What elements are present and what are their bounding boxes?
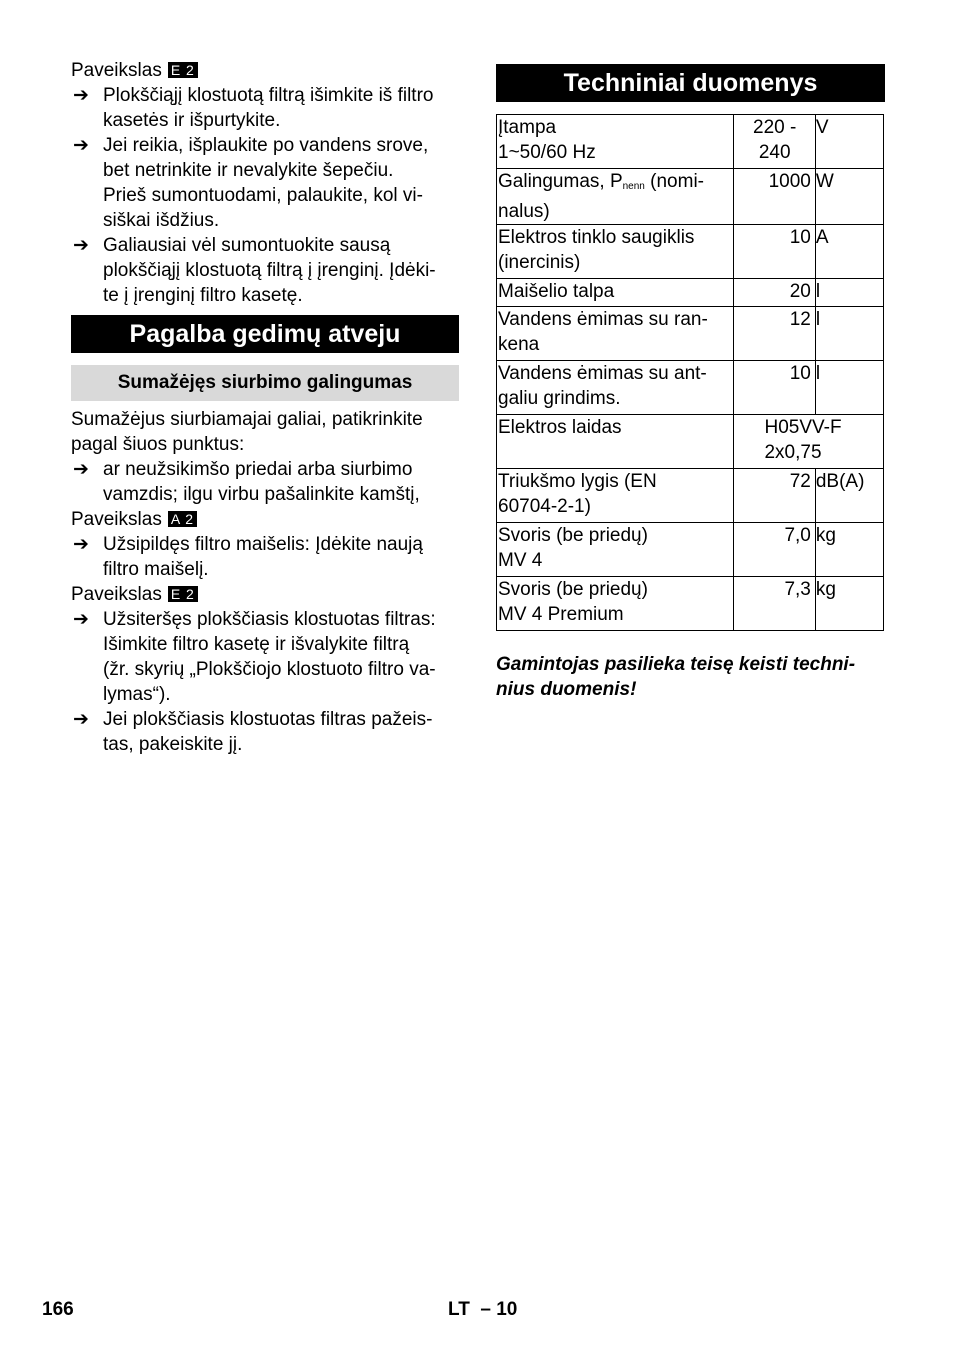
spec-value: 20 bbox=[734, 279, 815, 307]
instruction-step: ➔ ar neužsikimšo priedai arba siurbimo vamzdis; ilgu virbu pašalinkite kamštį, bbox=[73, 459, 420, 505]
arrow-right-icon: ➔ bbox=[73, 709, 89, 730]
spec-unit: W bbox=[815, 169, 883, 225]
instruction-step: ➔ Užsipildęs filtro maišelis: Įdėkite naują filtro maišelį. bbox=[73, 534, 423, 580]
instruction-step: ➔ Jei plokščiasis klostuotas filtras pažeis- tas, pakeiskite jį. bbox=[73, 709, 433, 755]
spec-unit: A bbox=[815, 225, 883, 279]
manufacturer-note: Gamintojas pasilieka teisę keisti techni- nius duomenis! bbox=[496, 654, 856, 700]
instruction-step: ➔ Galiausiai vėl sumontuokite sausą plokščiąjį klostuotą filtrą į įrenginį. Įdėki- te į įrenginį filtro kasetę. bbox=[73, 235, 436, 306]
subsection-heading: Sumažėjęs siurbimo galingumas bbox=[71, 365, 459, 401]
intro-paragraph: Sumažėjus siurbiamajai galiai, patikrinkite pagal šiuos punktus: bbox=[71, 409, 423, 455]
spec-unit: V bbox=[815, 115, 883, 169]
figure-reference: Paveikslas A 2 bbox=[71, 507, 459, 532]
section-heading-technical-data: Techniniai duomenys bbox=[496, 64, 885, 102]
spec-value: 1000 bbox=[734, 169, 815, 225]
left-column bbox=[71, 58, 459, 757]
spec-name: Elektros tinklo saugiklis (inercinis) bbox=[497, 225, 734, 279]
figure-reference: Paveikslas E 2 bbox=[71, 582, 459, 607]
figure-badge: E 2 bbox=[168, 62, 198, 78]
instruction-step: ➔ Jei reikia, išplaukite po vandens srove, bet netrinkite ir nevalykite šepečiu. Prieš sumontuodami, palaukite, kol vi- siškai išdžius. bbox=[73, 135, 429, 231]
right-column bbox=[496, 58, 885, 702]
spec-value: 10 bbox=[734, 361, 815, 415]
spec-name: Triukšmo lygis (EN 60704-2-1) bbox=[497, 469, 734, 523]
arrow-right-icon: ➔ bbox=[73, 609, 89, 630]
spec-unit: l bbox=[815, 279, 883, 307]
spec-unit: dB(A) bbox=[815, 469, 883, 523]
spec-name: Svoris (be priedų) MV 4 bbox=[497, 523, 734, 577]
table-row bbox=[497, 169, 884, 225]
spec-value: 72 bbox=[734, 469, 815, 523]
spec-unit: kg bbox=[815, 523, 883, 577]
spec-value: 10 bbox=[734, 225, 815, 279]
spec-unit: l bbox=[815, 307, 883, 361]
figure-badge: E 2 bbox=[168, 586, 198, 602]
spec-name: Vandens ėmimas su ran- kena bbox=[497, 307, 734, 361]
spec-name: Vandens ėmimas su ant- galiu grindims. bbox=[497, 361, 734, 415]
arrow-right-icon: ➔ bbox=[73, 459, 89, 480]
spec-name: Svoris (be priedų) MV 4 Premium bbox=[497, 577, 734, 631]
table-row bbox=[497, 225, 884, 279]
arrow-right-icon: ➔ bbox=[73, 534, 89, 555]
section-heading-troubleshooting: Pagalba gedimų atveju bbox=[71, 315, 459, 353]
arrow-right-icon: ➔ bbox=[73, 235, 89, 256]
spec-value: 12 bbox=[734, 307, 815, 361]
arrow-right-icon: ➔ bbox=[73, 85, 89, 106]
spec-value: 220 - 240 bbox=[734, 115, 815, 169]
spec-unit: l bbox=[815, 361, 883, 415]
spec-name: Galingumas, $P_{nenn}$ (nomi- nalus) bbox=[497, 169, 734, 225]
instruction-step: ➔ Plokščiąjį klostuotą filtrą išimkite iš filtro kasetės ir išpurtykite. bbox=[73, 85, 434, 131]
table-row bbox=[497, 307, 884, 361]
table-row bbox=[497, 361, 884, 415]
technical-data-table bbox=[496, 114, 884, 631]
table-row bbox=[497, 115, 884, 169]
instruction-step: ➔ Užsiteršęs plokščiasis klostuotas filtras: Išimkite filtro kasetę ir išvalykite filtrą (žr. skyrių „Plokščiojo klostuoto filtro va- lymas“). bbox=[73, 609, 436, 705]
table-row bbox=[497, 469, 884, 523]
table-row bbox=[497, 523, 884, 577]
spec-value: 7,0 bbox=[734, 523, 815, 577]
spec-unit: kg bbox=[815, 577, 883, 631]
table-row bbox=[497, 577, 884, 631]
spec-value: 7,3 bbox=[734, 577, 815, 631]
figure-badge: A 2 bbox=[168, 511, 197, 527]
table-row bbox=[497, 415, 884, 469]
spec-name: Elektros laidas bbox=[497, 415, 734, 469]
spec-value: H05VV-F 2x0,75 bbox=[734, 415, 884, 469]
language-page-marker: LT – 10 bbox=[448, 1299, 518, 1320]
table-row bbox=[497, 279, 884, 307]
arrow-right-icon: ➔ bbox=[73, 135, 89, 156]
spec-name: Maišelio talpa bbox=[497, 279, 734, 307]
spec-name: Įtampa 1~50/60 Hz bbox=[497, 115, 734, 169]
figure-reference: Paveikslas E 2 bbox=[71, 58, 459, 83]
page-number: 166 bbox=[42, 1299, 74, 1320]
